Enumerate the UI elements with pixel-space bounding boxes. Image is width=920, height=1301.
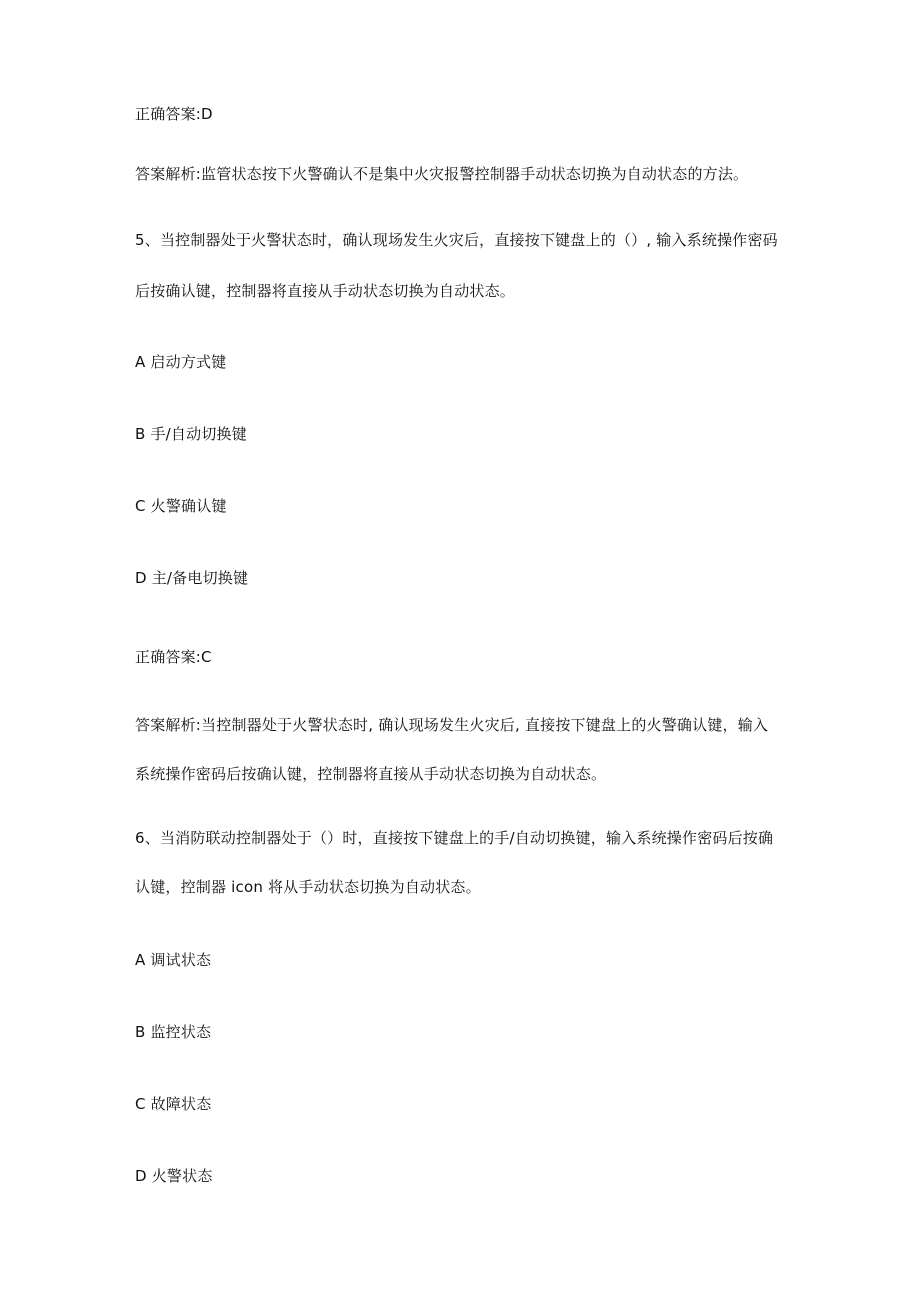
q4-answer-analysis: 答案解析:监管状态按下火警确认不是集中火灾报警控制器手动状态切换为自动状态的方法。 xyxy=(135,165,749,183)
q5-option-c: C 火警确认键 xyxy=(135,497,227,515)
q6-option-d: D 火警状态 xyxy=(135,1167,213,1185)
q6-question-line-1: 6、当消防联动控制器处于（）时，直接按下键盘上的手/自动切换键，输入系统操作密码后按确 xyxy=(135,829,774,847)
q5-analysis-line-1: 答案解析:当控制器处于火警状态时, 确认现场发生火灾后, 直接按下键盘上的火警确认键，输入 xyxy=(135,716,769,734)
q5-question-line-2: 后按确认键，控制器将直接从手动状态切换为自动状态。 xyxy=(135,282,516,300)
q5-correct-answer: 正确答案:C xyxy=(135,648,212,666)
q5-option-b: B 手/自动切换键 xyxy=(135,425,247,443)
q4-correct-answer: 正确答案:D xyxy=(135,105,213,123)
q6-question-line-2: 认键，控制器 icon 将从手动状态切换为自动状态。 xyxy=(135,878,481,896)
q5-analysis-line-2: 系统操作密码后按确认键，控制器将直接从手动状态切换为自动状态。 xyxy=(135,765,607,783)
q5-option-d: D 主/备电切换键 xyxy=(135,569,249,587)
q6-option-c: C 故障状态 xyxy=(135,1095,212,1113)
q5-option-a: A 启动方式键 xyxy=(135,353,227,371)
q6-option-a: A 调试状态 xyxy=(135,951,212,969)
q6-option-b: B 监控状态 xyxy=(135,1023,212,1041)
q5-question-line-1: 5、当控制器处于火警状态时，确认现场发生火灾后，直接按下键盘上的（）, 输入系统操作密码 xyxy=(135,231,778,249)
